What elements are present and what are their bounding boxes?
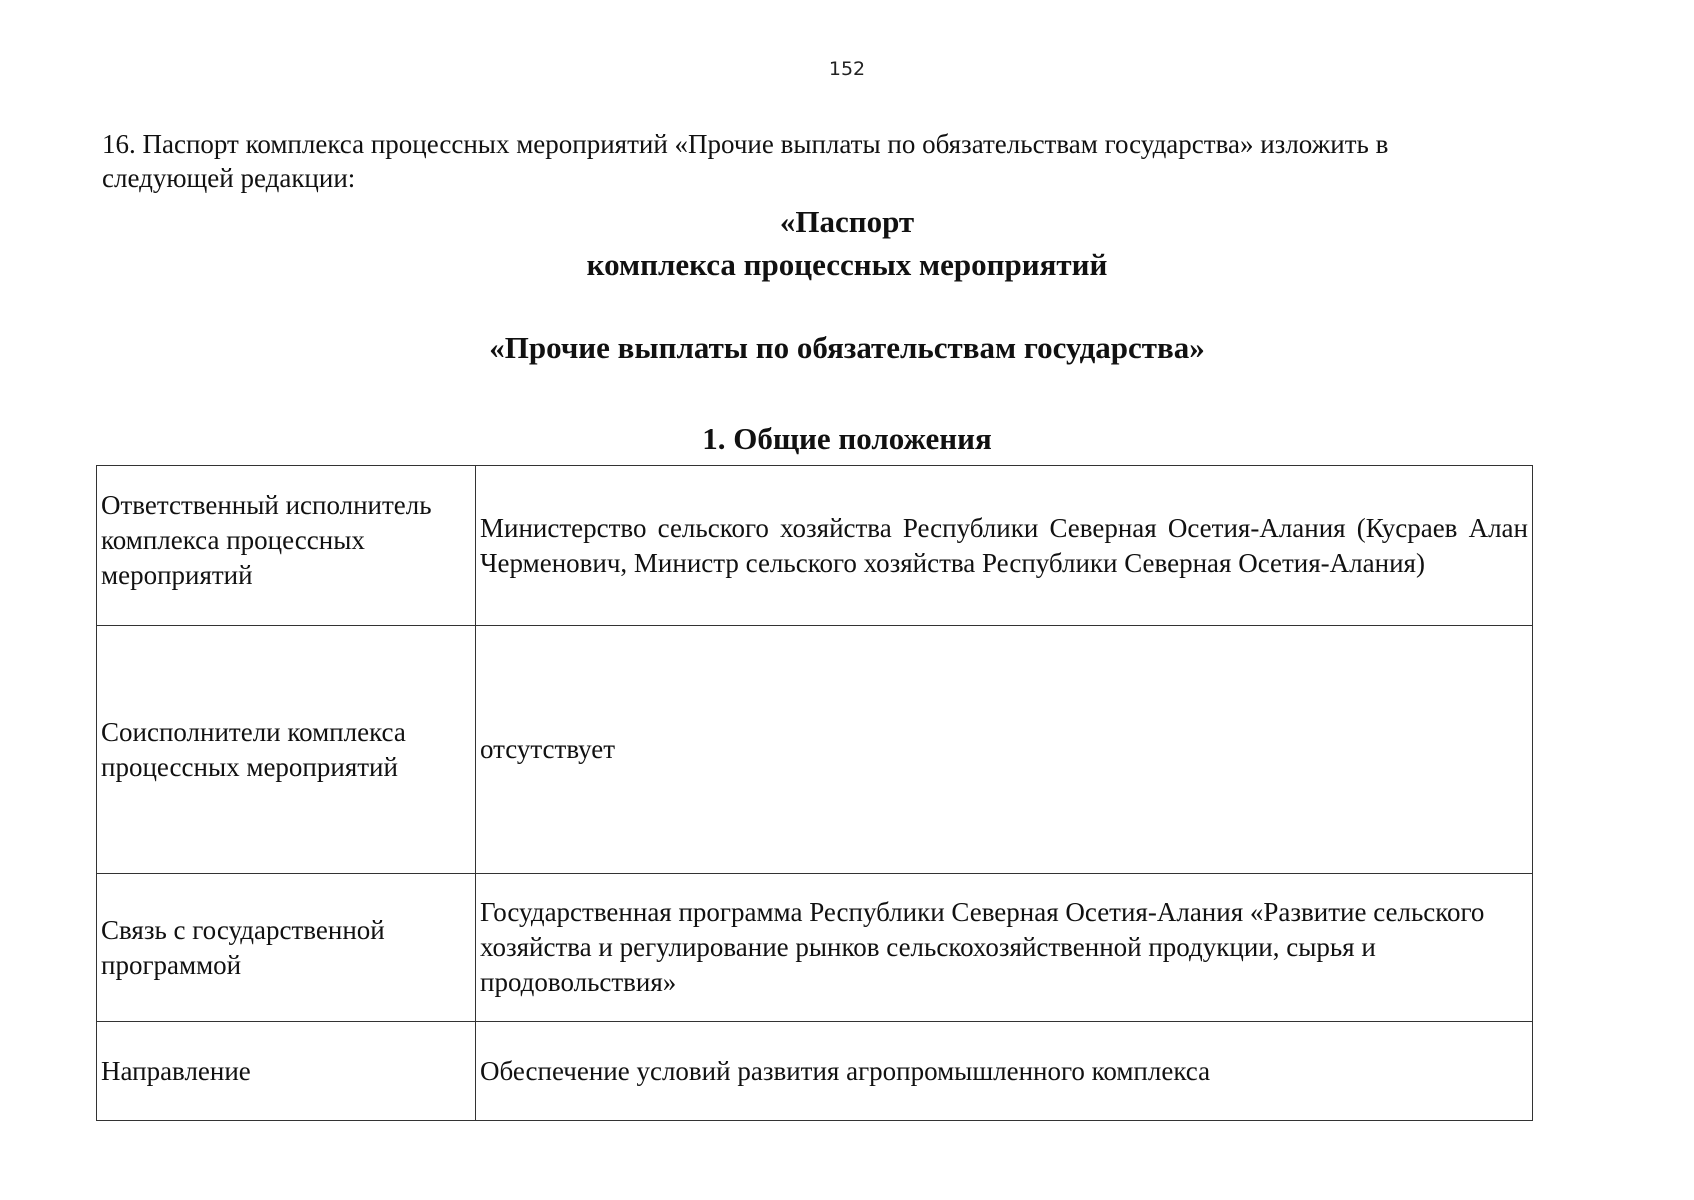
passport-title: «Паспорт <box>779 204 915 239</box>
section-heading: 1. Общие положения <box>702 421 992 456</box>
general-provisions-table <box>96 465 1533 1121</box>
row-value-co-executors: отсутствует <box>476 626 1533 874</box>
page-number: 152 <box>828 58 866 80</box>
passport-program-name: «Прочие выплаты по обязательствам государства» <box>489 330 1205 365</box>
row-label-co-executors: Соисполнители комплекса процессных мероприятий <box>97 626 476 874</box>
table-row <box>97 466 1533 626</box>
row-value-program-link: Государственная программа Республики Северная Осетия-Алания «Развитие сельского хозяйства и регулирование рынков сельскохозяйственной продукции, сырья и продовольствия» <box>476 874 1533 1022</box>
row-value-direction: Обеспечение условий развития агропромышленного комплекса <box>476 1022 1533 1121</box>
passport-subtitle: комплекса процессных мероприятий <box>586 247 1108 282</box>
row-label-responsible: Ответственный исполнитель комплекса процессных мероприятий <box>97 466 476 626</box>
intro-paragraph: 16. Паспорт комплекса процессных мероприятий «Прочие выплаты по обязательствам государства» изложить в следующей редакции: <box>102 129 1389 193</box>
row-label-program-link: Связь с государственной программой <box>97 874 476 1022</box>
table-row <box>97 1022 1533 1121</box>
row-label-direction: Направление <box>97 1022 476 1121</box>
row-value-responsible: Министерство сельского хозяйства Республики Северная Осетия-Алания (Кусраев Алан Черменович, Министр сельского хозяйства Республики Северная Осетия-Алания) <box>476 466 1533 626</box>
table-row <box>97 626 1533 874</box>
table-row <box>97 874 1533 1022</box>
